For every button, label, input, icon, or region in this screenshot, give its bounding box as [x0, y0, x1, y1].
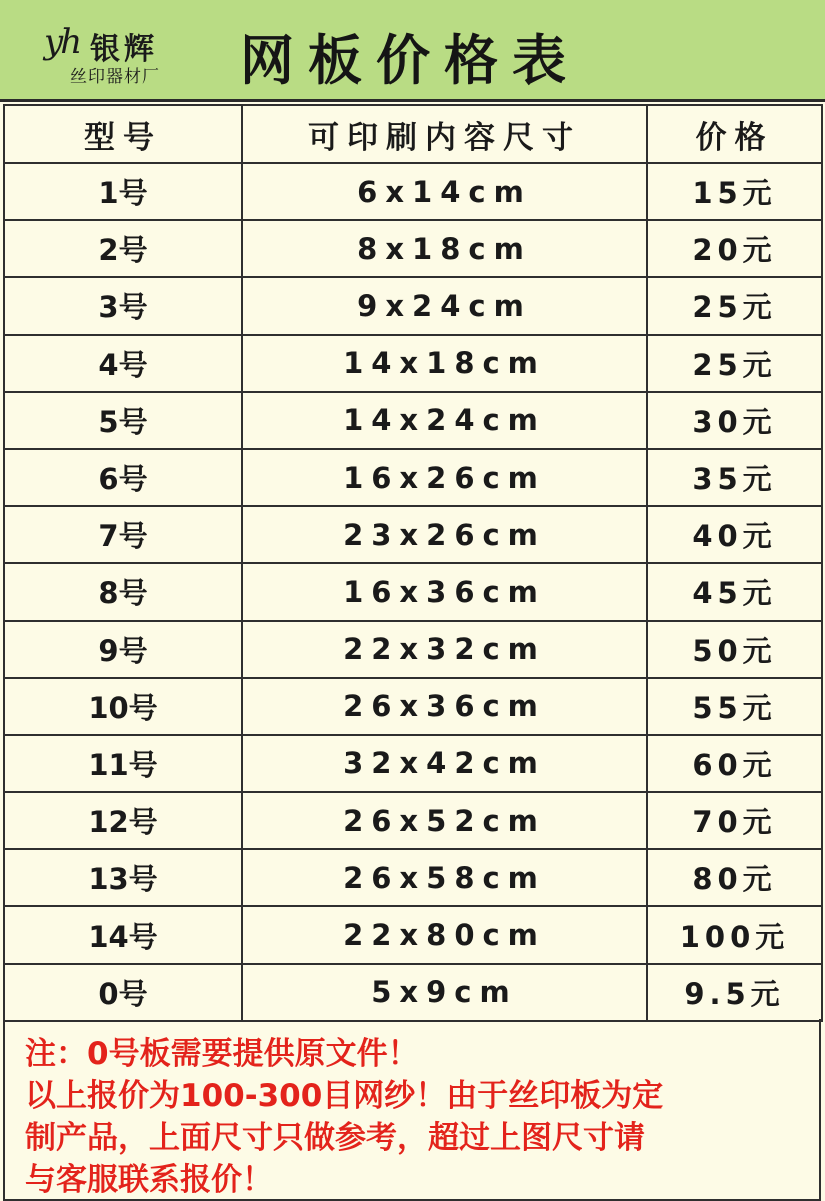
price-table [3, 104, 823, 1022]
logo-subtitle: 丝印器材厂 [70, 67, 160, 87]
table-row [4, 449, 822, 506]
cell-size: 16x36cm [242, 563, 647, 620]
cell-model: 13号 [4, 849, 242, 906]
cell-size: 8x18cm [242, 220, 647, 277]
cell-model: 1号 [4, 163, 242, 220]
cell-price: 55元 [647, 678, 822, 735]
cell-size: 22x32cm [242, 621, 647, 678]
note-line: 以上报价为100-300目网纱！由于丝印板为定 [25, 1078, 664, 1114]
table-row [4, 735, 822, 792]
table-row [4, 906, 822, 963]
cell-size: 16x26cm [242, 449, 647, 506]
table-row [4, 277, 822, 334]
cell-price: 50元 [647, 621, 822, 678]
company-logo [44, 18, 194, 88]
cell-price: 35元 [647, 449, 822, 506]
cell-model: 5号 [4, 392, 242, 449]
cell-model: 12号 [4, 792, 242, 849]
cell-model: 7号 [4, 506, 242, 563]
cell-size: 14x24cm [242, 392, 647, 449]
column-header-price: 价格 [647, 105, 822, 163]
cell-price: 45元 [647, 563, 822, 620]
table-row [4, 335, 822, 392]
cell-model: 2号 [4, 220, 242, 277]
cell-size: 32x42cm [242, 735, 647, 792]
cell-size: 5x9cm [242, 964, 647, 1021]
logo-mark: yh [44, 22, 80, 62]
notes-panel [3, 1019, 821, 1201]
cell-size: 6x14cm [242, 163, 647, 220]
cell-model: 0号 [4, 964, 242, 1021]
cell-size: 26x36cm [242, 678, 647, 735]
cell-size: 14x18cm [242, 335, 647, 392]
table-row [4, 163, 822, 220]
cell-price: 15元 [647, 163, 822, 220]
cell-model: 4号 [4, 335, 242, 392]
cell-price: 9.5元 [647, 964, 822, 1021]
cell-size: 22x80cm [242, 906, 647, 963]
logo-name: 银辉 [90, 32, 158, 67]
cell-price: 20元 [647, 220, 822, 277]
cell-price: 80元 [647, 849, 822, 906]
cell-model: 3号 [4, 277, 242, 334]
cell-price: 25元 [647, 335, 822, 392]
header-banner [0, 0, 825, 102]
table-row [4, 392, 822, 449]
table-row [4, 792, 822, 849]
cell-price: 30元 [647, 392, 822, 449]
table-row [4, 506, 822, 563]
cell-size: 9x24cm [242, 277, 647, 334]
table-row [4, 678, 822, 735]
note-line: 与客服联系报价！ [25, 1162, 273, 1198]
table-row [4, 220, 822, 277]
cell-model: 10号 [4, 678, 242, 735]
table-row [4, 621, 822, 678]
column-header-model: 型号 [4, 105, 242, 163]
cell-model: 6号 [4, 449, 242, 506]
table-row [4, 563, 822, 620]
cell-price: 25元 [647, 277, 822, 334]
cell-model: 8号 [4, 563, 242, 620]
cell-price: 100元 [647, 906, 822, 963]
table-row [4, 964, 822, 1021]
cell-price: 60元 [647, 735, 822, 792]
cell-size: 26x58cm [242, 849, 647, 906]
cell-size: 23x26cm [242, 506, 647, 563]
cell-size: 26x52cm [242, 792, 647, 849]
table-row [4, 849, 822, 906]
table-header-row [4, 105, 822, 163]
note-line: 注：0号板需要提供原文件！ [25, 1036, 419, 1072]
cell-model: 9号 [4, 621, 242, 678]
column-header-size: 可印刷内容尺寸 [242, 105, 647, 163]
cell-model: 14号 [4, 906, 242, 963]
cell-model: 11号 [4, 735, 242, 792]
cell-price: 70元 [647, 792, 822, 849]
page-title: 网板价格表 [240, 29, 580, 92]
note-line: 制产品，上面尺寸只做参考，超过上图尺寸请 [25, 1120, 645, 1156]
cell-price: 40元 [647, 506, 822, 563]
